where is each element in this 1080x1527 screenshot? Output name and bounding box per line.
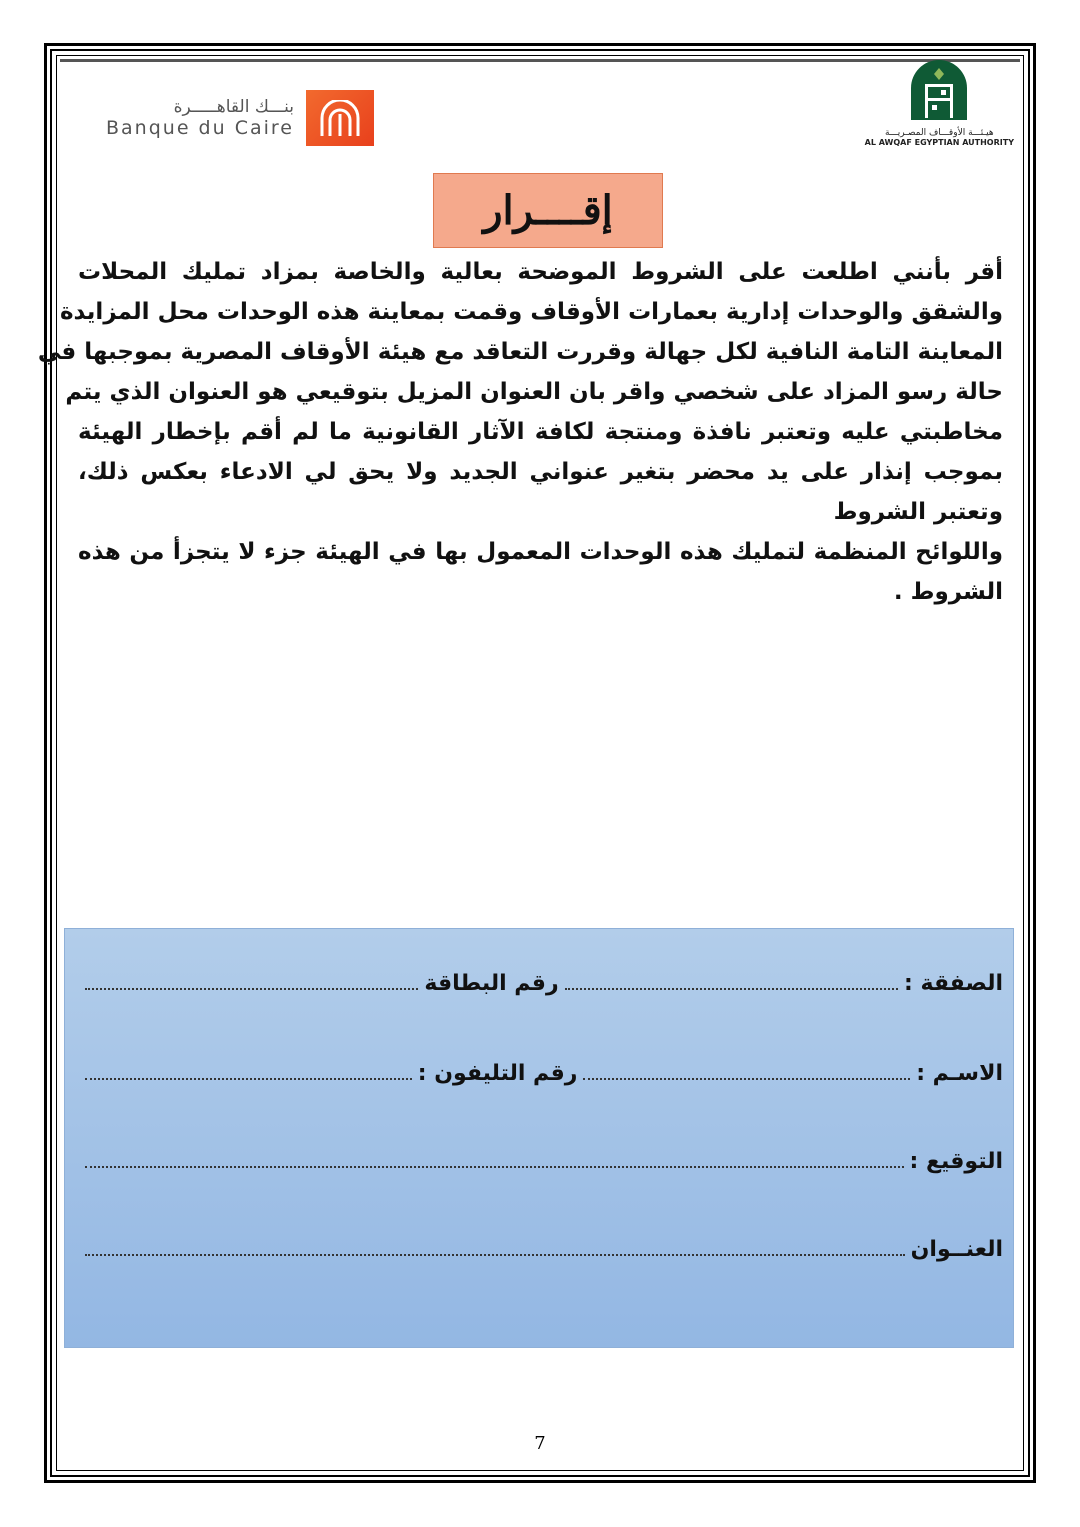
body-line: الشروط . [893, 579, 1003, 605]
signature-form [64, 928, 1014, 1348]
body-line: والشقق والوحدات إدارية بعمارات الأوقاف وقمت بمعاينة هذه الوحدات محل المزايدة [59, 299, 1003, 325]
awqaf-name-en: AL AWQAF EGYPTIAN AUTHORITY [864, 138, 1014, 147]
bank-name-ar: بنـــك القاهـــــرة [173, 97, 294, 117]
phone-label: رقم التليفون : [417, 1061, 578, 1086]
id-card-field[interactable] [85, 988, 418, 990]
signature-label: التوقيع : [909, 1149, 1003, 1174]
banque-du-caire-logo [106, 90, 374, 146]
form-row-signature [79, 1149, 1003, 1174]
awqaf-authority-logo [865, 60, 1014, 147]
id-card-label: رقم البطاقة [424, 971, 559, 996]
address-label: العنــوان [910, 1237, 1003, 1262]
declaration-text [37, 252, 1003, 612]
awqaf-name-ar: هيـئـــة الأوقـــاف المصـريـــة [884, 128, 994, 138]
name-field[interactable] [583, 1078, 910, 1080]
address-field[interactable] [85, 1254, 905, 1256]
body-line: أقر بأنني اطلعت على الشروط الموضحة بعالية والخاصة بمزاد تمليك المحلات [78, 259, 1003, 285]
phone-field[interactable] [85, 1078, 412, 1080]
body-line: بموجب إنذار على يد محضر بتغير عنواني الجديد ولا يحق لي الادعاء بعكس ذلك، [78, 459, 1003, 485]
page-number: 7 [534, 1433, 546, 1454]
body-line: واللوائح المنظمة لتمليك هذه الوحدات المعمول بها في الهيئة جزء لا يتجزأ من هذه [78, 539, 1003, 565]
title-box [433, 173, 663, 248]
capacity-field[interactable] [565, 988, 898, 990]
form-row-name [79, 1061, 1003, 1086]
signature-field[interactable] [85, 1166, 904, 1168]
name-label: الاسـم : [916, 1061, 1003, 1086]
document-title: إقــــرار [483, 187, 613, 234]
capacity-label: الصفقة : [904, 971, 1003, 996]
body-line: المعاينة التامة النافية لكل جهالة وقررت التعاقد مع هيئة الأوقاف المصرية بموجبها في [37, 339, 1003, 365]
body-line: حالة رسو المزاد على شخصي واقر بان العنوان المزيل بتوقيعي هو العنوان الذي يتم [65, 379, 1003, 405]
body-line: وتعتبر الشروط [833, 499, 1003, 525]
bank-arch-icon [306, 90, 374, 146]
bank-name-en: Banque du Caire [106, 117, 294, 139]
form-row-address [79, 1237, 1003, 1262]
body-line: مخاطبتي عليه وتعتبر نافذة ومنتجة لكافة الآثار القانونية ما لم أقم بإخطار الهيئة [78, 419, 1003, 445]
form-row-capacity [79, 971, 1003, 996]
awqaf-emblem-icon [911, 60, 967, 120]
